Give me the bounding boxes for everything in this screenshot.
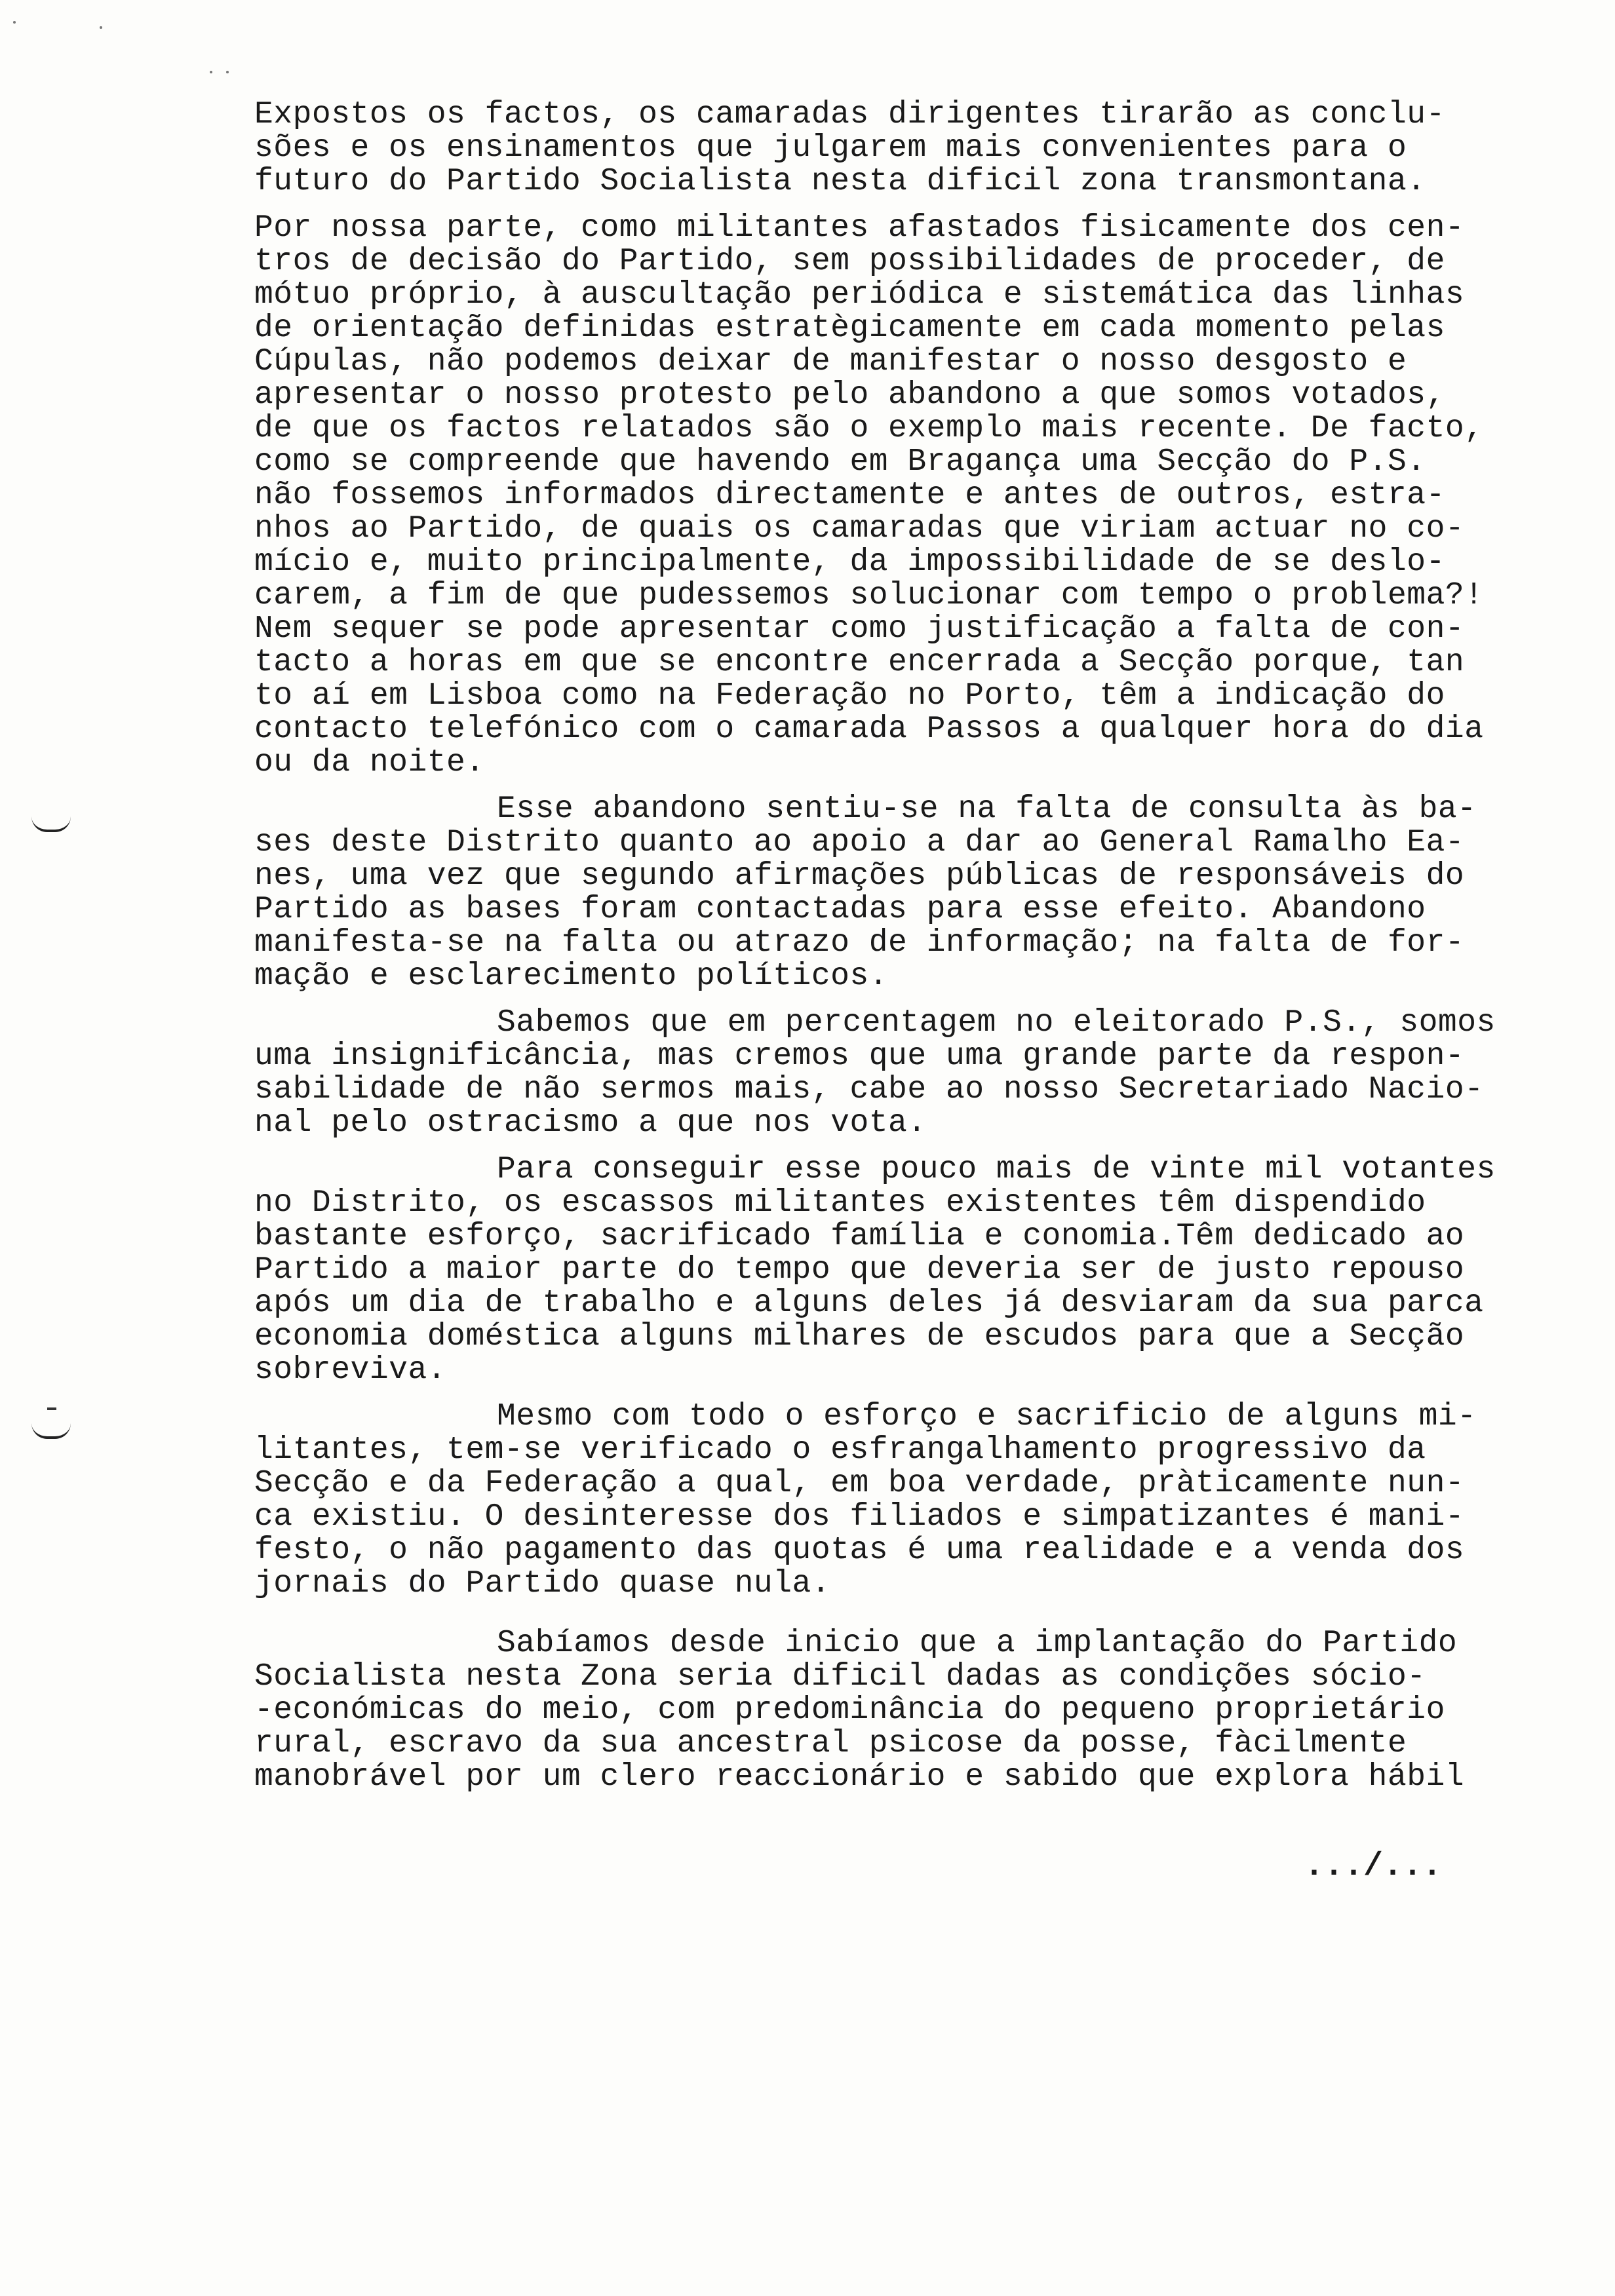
text-line: uma insignificância, mas cremos que uma grande parte da respon- bbox=[254, 1039, 1465, 1074]
paragraph bbox=[254, 1006, 1552, 1140]
text-line: tros de decisão do Partido, sem possibilidades de proceder, de bbox=[254, 244, 1445, 279]
scan-speck bbox=[13, 21, 16, 24]
text-line: de que os factos relatados são o exemplo mais recente. De facto, bbox=[254, 411, 1484, 446]
text-line: Cúpulas, não podemos deixar de manifestar o nosso desgosto e bbox=[254, 344, 1407, 379]
text-line: litantes, tem-se verificado o esfrangalhamento progressivo da bbox=[254, 1432, 1426, 1468]
text-line: rural, escravo da sua ancestral psicose da posse, fàcilmente bbox=[254, 1726, 1407, 1761]
paragraph bbox=[254, 212, 1552, 780]
paragraph bbox=[254, 98, 1552, 199]
text-line: contacto telefónico com o camarada Passos a qualquer hora do dia bbox=[254, 712, 1484, 747]
punch-tick-mark bbox=[47, 1407, 56, 1410]
paragraph bbox=[254, 793, 1552, 993]
text-line: Partido as bases foram contactadas para esse efeito. Abandono bbox=[254, 892, 1426, 927]
text-line: sobreviva. bbox=[254, 1352, 447, 1388]
punch-hole-mark bbox=[31, 816, 71, 832]
text-line: no Distrito, os escassos militantes existentes têm dispendido bbox=[254, 1185, 1426, 1221]
paragraph bbox=[254, 1400, 1552, 1601]
text-line: tacto a horas em que se encontre encerrada a Secção porque, tan bbox=[254, 645, 1465, 680]
text-line: nes, uma vez que segundo afirmações públicas de responsáveis do bbox=[254, 858, 1465, 894]
text-line: apresentar o nosso protesto pelo abandono a que somos votados, bbox=[254, 377, 1445, 413]
text-line: festo, o não pagamento das quotas é uma realidade e a venda dos bbox=[254, 1533, 1465, 1568]
letter-body bbox=[254, 98, 1552, 1807]
text-line: Sabíamos desde inicio que a implantação do Partido bbox=[497, 1626, 1458, 1661]
text-line: manobrável por um clero reaccionário e sabido que explora hábil bbox=[254, 1759, 1465, 1795]
paragraph bbox=[254, 1153, 1552, 1387]
text-line: Partido a maior parte do tempo que deveria ser de justo repouso bbox=[254, 1252, 1465, 1288]
text-line: sabilidade de não sermos mais, cabe ao nosso Secretariado Nacio- bbox=[254, 1072, 1484, 1107]
text-line: -económicas do meio, com predominância do pequeno proprietário bbox=[254, 1693, 1445, 1728]
scan-speck bbox=[210, 71, 212, 73]
text-line: sões e os ensinamentos que julgarem mais convenientes para o bbox=[254, 130, 1407, 166]
text-line: nal pelo ostracismo a que nos vota. bbox=[254, 1105, 927, 1141]
text-line: ca existiu. O desinteresse dos filiados e simpatizantes é mani- bbox=[254, 1499, 1465, 1535]
text-line: bastante esforço, sacrificado família e conomia.Têm dedicado ao bbox=[254, 1219, 1465, 1254]
text-line: mício e, muito principalmente, da impossibilidade de se deslo- bbox=[254, 545, 1445, 580]
continuation-mark: .../... bbox=[1304, 1848, 1443, 1885]
paragraph bbox=[254, 1627, 1552, 1794]
text-line: Por nossa parte, como militantes afastados fisicamente dos cen- bbox=[254, 210, 1465, 246]
text-line: carem, a fim de que pudessemos solucionar com tempo o problema?! bbox=[254, 578, 1484, 613]
text-line: futuro do Partido Socialista nesta dificil zona transmontana. bbox=[254, 164, 1426, 199]
text-line: após um dia de trabalho e alguns deles já desviaram da sua parca bbox=[254, 1286, 1484, 1321]
text-line: Expostos os factos, os camaradas dirigentes tirarão as conclu- bbox=[254, 97, 1445, 132]
text-line: Esse abandono sentiu-se na falta de consulta às ba- bbox=[497, 792, 1477, 827]
text-line: de orientação definidas estratègicamente em cada momento pelas bbox=[254, 311, 1445, 346]
text-line: manifesta-se na falta ou atrazo de informação; na falta de for- bbox=[254, 925, 1465, 961]
text-line: to aí em Lisboa como na Federação no Porto, têm a indicação do bbox=[254, 678, 1445, 714]
text-line: não fossemos informados directamente e antes de outros, estra- bbox=[254, 478, 1445, 513]
text-line: Socialista nesta Zona seria dificil dadas as condições sócio- bbox=[254, 1659, 1426, 1694]
text-line: nhos ao Partido, de quais os camaradas que viriam actuar no co- bbox=[254, 511, 1465, 546]
scan-speck bbox=[226, 71, 229, 73]
text-line: Mesmo com todo o esforço e sacrificio de alguns mi- bbox=[497, 1399, 1477, 1434]
text-line: mação e esclarecimento políticos. bbox=[254, 959, 889, 994]
text-line: Nem sequer se pode apresentar como justificação a falta de con- bbox=[254, 611, 1465, 647]
text-line: Secção e da Federação a qual, em boa verdade, pràticamente nun- bbox=[254, 1466, 1465, 1501]
text-line: ses deste Distrito quanto ao apoio a dar ao General Ramalho Ea- bbox=[254, 825, 1465, 860]
text-line: economia doméstica alguns milhares de escudos para que a Secção bbox=[254, 1319, 1465, 1354]
text-line: ou da noite. bbox=[254, 745, 485, 780]
text-line: Sabemos que em percentagem no eleitorado P.S., somos bbox=[497, 1005, 1496, 1041]
text-line: jornais do Partido quase nula. bbox=[254, 1566, 831, 1601]
text-line: como se compreende que havendo em Bragança uma Secção do P.S. bbox=[254, 444, 1426, 480]
scan-speck bbox=[100, 26, 102, 29]
punch-hole-mark bbox=[31, 1423, 71, 1439]
text-line: mótuo próprio, à auscultação periódica e sistemática das linhas bbox=[254, 277, 1465, 313]
text-line: Para conseguir esse pouco mais de vinte mil votantes bbox=[497, 1152, 1496, 1187]
